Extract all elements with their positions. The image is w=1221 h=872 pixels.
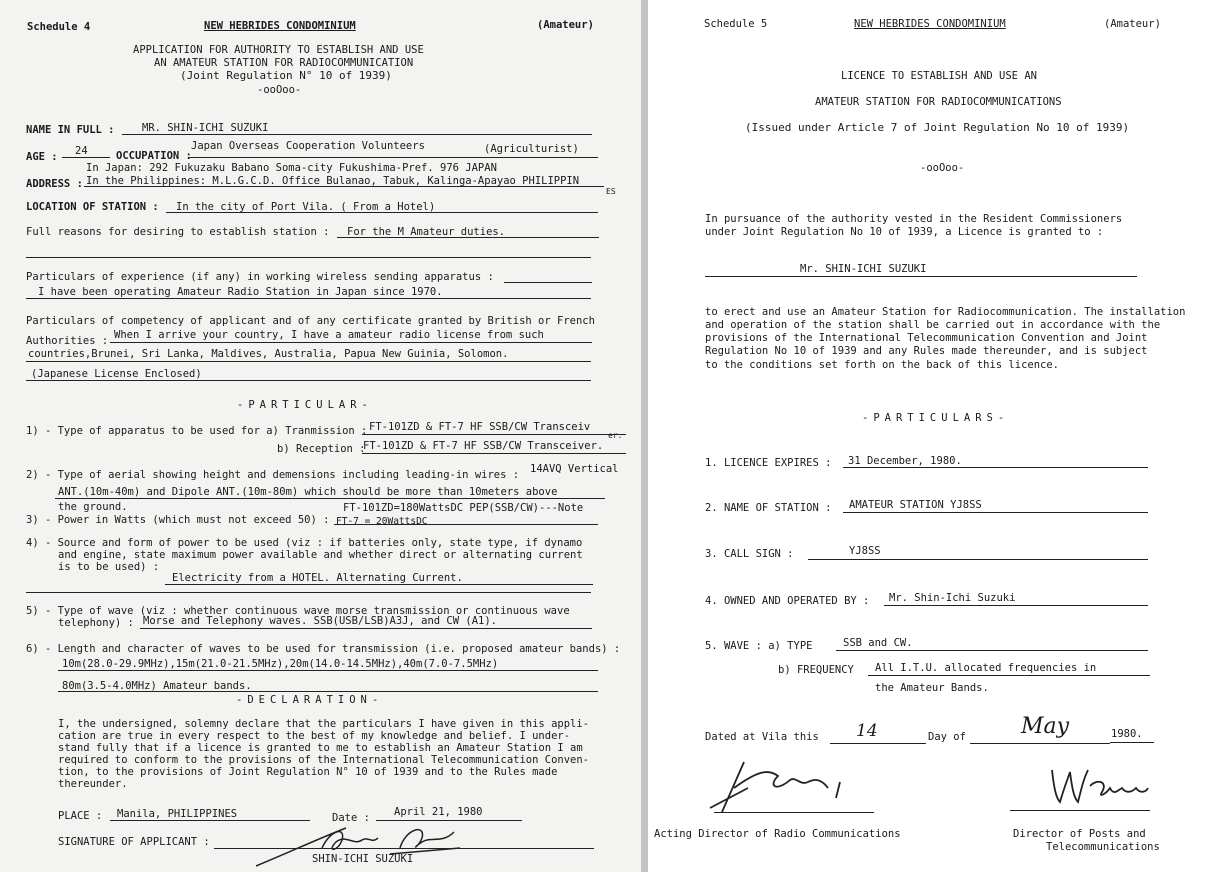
declaration-line-5: tion, to the provisions of Joint Regulation N° 10 of 1939 and to the Rules made — [58, 766, 558, 778]
p1-value-a: FT-101ZD & FT-7 HF SSB/CW Transceiv — [369, 421, 591, 433]
p5-label-1: 5) - Type of wave (viz : whether continuous wave morse transmission or continuous wave — [26, 605, 570, 617]
dated-year-line — [1110, 742, 1154, 743]
competency-value-1: When I arrive your country, I have a amateur radio license from such — [114, 329, 544, 341]
acting-director-line — [714, 812, 874, 813]
location-line — [166, 212, 598, 213]
p4-label-2: and engine, state maximum power available and whether direct or alternating current — [58, 549, 583, 561]
station-name-value: AMATEUR STATION YJ8SS — [849, 499, 982, 511]
licence-title-line-1: LICENCE TO ESTABLISH AND USE AN — [841, 70, 1037, 82]
form-title-line-1: APPLICATION FOR AUTHORITY TO ESTABLISH AND USE — [133, 44, 424, 56]
dated-label: Dated at Vila this — [705, 731, 819, 743]
declaration-line-3: stand fully that if a licence is granted to me to establish an Amateur Station I am — [58, 742, 583, 754]
p3-value-1: FT-101ZD=180WattsDC PEP(SSB/CW)---Note — [343, 502, 584, 514]
p2-value-2: ANT.(10m-40m) and Dipole ANT.(10m-80m) which should be more than 10meters above — [58, 486, 558, 498]
declaration-line-1: I, the undersigned, solemny declare that the particulars I have given in this appli- — [58, 718, 590, 730]
p3-value-2: FT-7 = 20WattsDC — [336, 516, 428, 527]
reasons-line — [337, 237, 599, 238]
p6-line-1 — [58, 670, 598, 671]
director-posts-title-2: Telecommunications — [1046, 841, 1160, 853]
director-posts-signature — [1044, 758, 1154, 810]
licence-body-2: and operation of the station shall be carried out in accordance with the — [705, 319, 1161, 331]
p4-label-1: 4) - Source and form of power to be used (viz : if batteries only, state type, if dynamo — [26, 537, 583, 549]
amateur-tag: (Amateur) — [537, 19, 594, 31]
competency-label-1: Particulars of competency of applicant and of any certificate granted by British or French — [26, 315, 595, 327]
p1-label: 1) - Type of apparatus to be used for a) Tranmission : — [26, 425, 368, 437]
name-label: NAME IN FULL : — [26, 124, 115, 136]
experience-line-2 — [26, 298, 591, 299]
licence-page — [648, 0, 1221, 872]
declaration-line-4: required to conform to the provisions of the International Telecommunication Conven- — [58, 754, 590, 766]
wave-type-line — [836, 650, 1148, 651]
age-line — [62, 157, 110, 158]
condominium-header: NEW HEBRIDES CONDOMINIUM — [854, 18, 1006, 30]
p1-value-a-end: er. — [608, 431, 623, 440]
director-posts-line — [1010, 810, 1150, 811]
call-sign-value: YJ8SS — [849, 545, 881, 557]
p4-line-2 — [26, 592, 591, 593]
competency-label-2: Authorities : — [26, 335, 109, 347]
form-title-line-2: AN AMATEUR STATION FOR RADIOCOMMUNICATION — [154, 57, 414, 69]
owner-line — [884, 605, 1148, 606]
p6-value-1: 10m(28.0-29.9MHz),15m(21.0-21.5MHz),20m(14.0-14.5MHz),40m(7.0-7.5MHz) — [62, 658, 499, 670]
p2-value-1: 14AVQ Vertical — [530, 463, 619, 475]
licence-title-line-2: AMATEUR STATION FOR RADIOCOMMUNICATIONS — [815, 96, 1062, 108]
wave-type-label: 5. WAVE : a) TYPE — [705, 640, 813, 652]
station-name-label: 2. NAME OF STATION : — [705, 502, 832, 514]
p2-label: 2) - Type of aerial showing height and demensions including leading-in wires : — [26, 469, 520, 481]
amateur-tag: (Amateur) — [1104, 18, 1161, 30]
dated-month-line — [970, 743, 1110, 744]
frequency-value-2: the Amateur Bands. — [875, 682, 989, 694]
p6-label: 6) - Length and character of waves to be used for transmission (i.e. proposed amateur bands) : — [26, 643, 621, 655]
occupation-value-2: (Agriculturist) — [484, 143, 579, 155]
p5-label-2: telephony) : — [58, 617, 134, 629]
p4-line — [165, 584, 593, 585]
grantee-name: Mr. SHIN-ICHI SUZUKI — [800, 263, 927, 275]
grantee-line — [705, 276, 1137, 277]
address-label: ADDRESS : — [26, 178, 83, 190]
place-value: Manila, PHILIPPINES — [117, 808, 238, 820]
licence-body-4: Regulation No 10 of 1939 and any Rules made thereunder, and is subject — [705, 345, 1148, 357]
frequency-line — [868, 675, 1150, 676]
licence-body-3: provisions of the International Telecommunication Convention and Joint — [705, 332, 1148, 344]
dated-month: May — [1021, 714, 1070, 739]
name-line — [122, 134, 592, 135]
competency-line-3 — [26, 380, 591, 381]
acting-director-title: Acting Director of Radio Communications — [654, 828, 901, 840]
address-line — [84, 186, 604, 187]
frequency-value-1: All I.T.U. allocated frequencies in — [875, 662, 1097, 674]
wave-type-value: SSB and CW. — [843, 637, 913, 649]
frequency-label: b) FREQUENCY — [778, 664, 854, 676]
declaration-heading: -DECLARATION- — [236, 694, 384, 706]
form-title-line-3: (Joint Regulation N° 10 of 1939) — [180, 69, 392, 82]
acting-director-signature — [704, 758, 864, 818]
experience-label: Particulars of experience (if any) in working wireless sending apparatus : — [26, 271, 494, 283]
licence-body-5: to the conditions set forth on the back of this licence. — [705, 359, 1060, 371]
director-posts-title-1: Director of Posts and — [1013, 828, 1146, 840]
competency-value-3: (Japanese License Enclosed) — [31, 368, 202, 380]
address-philippines: In the Philippines: M.L.G.C.D. Office Bulanao, Tabuk, Kalinga-Apayao PHILIPPIN — [86, 175, 580, 187]
p5-line — [140, 628, 592, 629]
p2-value-3: the ground. — [58, 501, 128, 513]
date-value: April 21, 1980 — [394, 806, 483, 818]
dated-year: 1980. — [1111, 728, 1143, 740]
reasons-value: For the M Amateur duties. — [347, 226, 506, 238]
pursuance-line-2: under Joint Regulation No 10 of 1939, a Licence is granted to : — [705, 226, 1104, 238]
page-divider — [641, 0, 648, 872]
experience-value: I have been operating Amateur Radio Station in Japan since 1970. — [38, 286, 443, 298]
expires-line — [843, 467, 1148, 468]
p1b-label: b) Reception : — [277, 443, 366, 455]
owner-value: Mr. Shin-Ichi Suzuki — [889, 592, 1016, 604]
expires-label: 1. LICENCE EXPIRES : — [705, 457, 832, 469]
occupation-line — [188, 157, 598, 158]
condominium-header: NEW HEBRIDES CONDOMINIUM — [204, 20, 356, 32]
p2-line — [55, 498, 605, 499]
p4-label-3: is to be used) : — [58, 561, 160, 573]
call-sign-line — [808, 559, 1148, 560]
date-label: Date : — [332, 812, 370, 824]
competency-line-2 — [26, 361, 591, 362]
licence-body-1: to erect and use an Amateur Station for Radiocommunication. The installation — [705, 306, 1186, 318]
p1-line-a — [362, 434, 626, 435]
p3-label: 3) - Power in Watts (which must not exceed 50) : — [26, 514, 330, 526]
expires-value: 31 December, 1980. — [848, 455, 962, 467]
age-label: AGE : — [26, 151, 58, 163]
address-japan: In Japan: 292 Fukuzaku Babano Soma-city Fukushima-Pref. 976 JAPAN — [86, 162, 497, 174]
location-value: In the city of Port Vila. ( From a Hotel) — [176, 201, 436, 213]
title-separator: -ooOoo- — [920, 162, 965, 174]
occupation-value: Japan Overseas Cooperation Volunteers — [191, 140, 425, 152]
p4-value: Electricity from a HOTEL. Alternating Current. — [172, 572, 463, 584]
p6-value-2: 80m(3.5-4.0MHz) Amateur bands. — [62, 680, 252, 692]
occupation-label: OCCUPATION : — [116, 150, 192, 162]
station-name-line — [843, 512, 1148, 513]
title-separator: -ooOoo- — [257, 84, 302, 96]
declaration-line-2: cation are true in every respect to the best of my knowledge and belief. I under- — [58, 730, 571, 742]
p6-line-2 — [58, 691, 598, 692]
p1-value-b: FT-101ZD & FT-7 HF SSB/CW Transceiver. — [363, 440, 604, 452]
owner-label: 4. OWNED AND OPERATED BY : — [705, 595, 870, 607]
schedule-number: Schedule 4 — [27, 21, 91, 33]
competency-value-2: countries,Brunei, Sri Lanka, Maldives, Australia, Papua New Guinia, Solomon. — [28, 348, 509, 360]
dated-day-line — [830, 743, 926, 744]
particular-heading: -PARTICULAR- — [237, 399, 373, 411]
reasons-line-2 — [26, 257, 591, 258]
location-label: LOCATION OF STATION : — [26, 201, 159, 213]
particulars-heading: -PARTICULARS- — [862, 412, 1010, 424]
signature-label: SIGNATURE OF APPLICANT : — [58, 836, 210, 848]
applicant-printed-name: SHIN-ICHI SUZUKI — [312, 853, 414, 865]
p1-line-b — [362, 453, 626, 454]
licence-title-line-3: (Issued under Article 7 of Joint Regulation No 10 of 1939) — [745, 121, 1130, 134]
p5-value: Morse and Telephony waves. SSB(USB/LSB)A3J, and CW (A1). — [143, 615, 498, 627]
age-value: 24 — [75, 145, 88, 157]
p3-line — [334, 524, 598, 525]
address-end: ES — [606, 187, 616, 196]
competency-line-1 — [110, 342, 592, 343]
name-value: MR. SHIN-ICHI SUZUKI — [142, 122, 269, 134]
day-of-label: Day of — [928, 731, 966, 743]
place-label: PLACE : — [58, 810, 103, 822]
dated-day: 14 — [856, 721, 878, 741]
call-sign-label: 3. CALL SIGN : — [705, 548, 794, 560]
experience-line — [504, 282, 592, 283]
declaration-line-6: thereunder. — [58, 778, 128, 790]
schedule-number: Schedule 5 — [704, 18, 768, 30]
pursuance-line-1: In pursuance of the authority vested in the Resident Commissioners — [705, 213, 1123, 225]
reasons-label: Full reasons for desiring to establish station : — [26, 226, 330, 238]
